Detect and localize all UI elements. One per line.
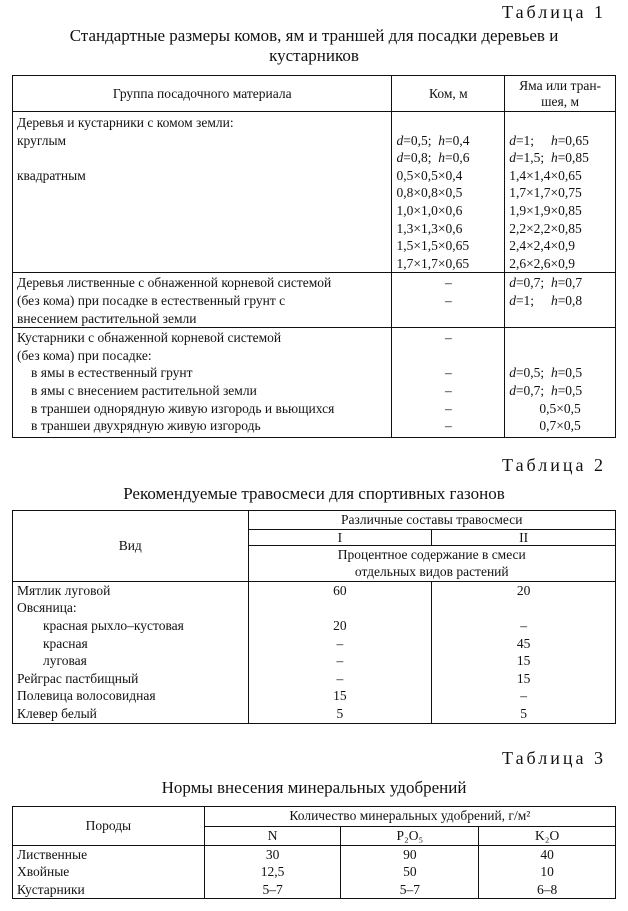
table2-header-row1 xyxy=(13,511,616,530)
table2-row xyxy=(13,687,616,705)
table3-cell-k: 40 xyxy=(479,845,616,863)
table1-sec3-kom-1: – xyxy=(444,382,452,398)
table2-header-pct-line2: отдельных видов растений xyxy=(354,564,509,580)
table2-cell-name: Овсяница: xyxy=(13,599,249,617)
table1-sec1-kom xyxy=(392,112,505,273)
table1-sec1-yama-7: 2,6×2,6×0,9 xyxy=(509,255,576,271)
table1-sec3-line1: (без кома) при посадке: xyxy=(17,347,152,363)
table1-sec3-group xyxy=(13,328,392,438)
table2-cell-col2 xyxy=(432,599,616,617)
table1-section1 xyxy=(13,112,616,273)
table2-cell-name: Клевер белый xyxy=(13,705,249,723)
table1-sec3-item2: в траншеи однорядную живую изгородь и вьющихся xyxy=(31,400,335,416)
table2-cell-name: Рейграс пастбищный xyxy=(13,670,249,688)
table2-cell-col2: 15 xyxy=(432,652,616,670)
table1-section3 xyxy=(13,328,616,438)
table1-title-line1: Стандартные размеры комов, ям и траншей для посадки деревьев и xyxy=(69,26,559,45)
table3-header-k: K₂O xyxy=(479,827,616,846)
table2-cell-col1 xyxy=(248,599,432,617)
table1-sec2-kom xyxy=(392,273,505,328)
table2-row xyxy=(13,652,616,670)
table1-header-yama-line1: Яма или тран- xyxy=(519,77,602,93)
table2-cell-name: Полевица волосовидная xyxy=(13,687,249,705)
table1-sec3-item0: в ямы в естественный грунт xyxy=(31,365,193,381)
table2-number: Таблица 2 xyxy=(502,455,606,475)
table1-sec1-group xyxy=(13,112,392,273)
table1-sec3-kom-3: – xyxy=(444,418,452,434)
table1-sec2-group xyxy=(13,273,392,328)
table2-header-vid: Вид xyxy=(13,511,249,582)
table1-sec1-kom-6: 1,5×1,5×0,65 xyxy=(396,238,470,254)
table2-cell-name: луговая xyxy=(13,652,249,670)
table3-cell-k: 10 xyxy=(479,863,616,881)
table3-header-porody: Породы xyxy=(13,807,205,846)
table1-section2 xyxy=(13,273,616,328)
table1-sec2-yama xyxy=(505,273,616,328)
table1-sec1-yama xyxy=(505,112,616,273)
table1-sec2-line2: внесением растительной земли xyxy=(17,310,197,326)
table1-sec1-kom-1: d=0,8; h=0,6 xyxy=(396,150,470,166)
table3-cell-k: 6–8 xyxy=(479,881,616,899)
table2-row xyxy=(13,635,616,653)
table1-sec1-yama-6: 2,4×2,4×0,9 xyxy=(509,238,576,254)
table1 xyxy=(12,75,616,438)
table2-row xyxy=(13,705,616,723)
table2-cell-col1: 20 xyxy=(248,617,432,635)
table1-header-group: Группа посадочного материала xyxy=(13,76,392,112)
table3-body xyxy=(13,845,616,899)
table2-cell-col1: 15 xyxy=(248,687,432,705)
table1-sec3-yama-2: 0,5×0,5 xyxy=(539,400,581,416)
table2-header-pct-line1: Процентное содержание в смеси xyxy=(337,546,526,562)
table2-row xyxy=(13,617,616,635)
table3-header-p: P₂O₅ xyxy=(341,827,479,846)
table3-row xyxy=(13,881,616,899)
table1-title xyxy=(0,26,628,66)
table2-cell-col1: 60 xyxy=(248,581,432,599)
table2-cell-col2: – xyxy=(432,617,616,635)
table3 xyxy=(12,806,616,899)
table2-cell-col2: 15 xyxy=(432,670,616,688)
table2-cell-name: Мятлик луговой xyxy=(13,581,249,599)
table2-cell-col2: 45 xyxy=(432,635,616,653)
table1-title-line2: кустарников xyxy=(269,46,359,65)
table1-sec1-yama-5: 2,2×2,2×0,85 xyxy=(509,220,582,236)
table2-cell-col1: – xyxy=(248,652,432,670)
table2-header-sostavy: Различные составы травосмеси xyxy=(248,511,615,530)
table1-sec3-yama-0: d=0,5; h=0,5 xyxy=(509,365,583,381)
table1-sec3-kom-0: – xyxy=(444,365,452,381)
table3-header-kolichestvo: Количество минеральных удобрений, г/м² xyxy=(204,807,615,827)
table1-sec2-line0: Деревья лиственные с обнаженной корневой системой xyxy=(17,275,332,291)
table2 xyxy=(12,510,616,724)
table2-header-col2: II xyxy=(432,529,616,545)
table1-number: Таблица 1 xyxy=(502,2,606,22)
table2-cell-col2: – xyxy=(432,687,616,705)
table2-title: Рекомендуемые травосмеси для спортивных газонов xyxy=(123,484,505,503)
table1-sec3-item3: в траншеи двухрядную живую изгородь xyxy=(31,418,261,434)
table1-sec1-kom-3: 0,8×0,8×0,5 xyxy=(396,185,463,201)
table1-sec1-kom-2: 0,5×0,5×0,4 xyxy=(396,167,463,183)
table1-sec3-kom xyxy=(392,328,505,438)
table1-sec1-kom-7: 1,7×1,7×0,65 xyxy=(396,255,470,271)
table1-sec1-kom-0: d=0,5; h=0,4 xyxy=(396,132,470,148)
table1-header-yama xyxy=(505,76,616,112)
table3-title: Нормы внесения минеральных удобрений xyxy=(161,778,467,797)
table3-cell-name: Кустарники xyxy=(13,881,205,899)
table1-sec3-yama-3: 0,7×0,5 xyxy=(539,418,581,434)
table1-sec2-line1: (без кома) при посадке в естественный грунт с xyxy=(17,292,286,308)
table2-cell-col1: – xyxy=(248,670,432,688)
table1-sec1-title: Деревья и кустарники с комом земли: xyxy=(17,115,234,130)
table2-cell-col2: 5 xyxy=(432,705,616,723)
table3-cell-p: 50 xyxy=(341,863,479,881)
table1-sec3-kom-head: – xyxy=(444,330,452,346)
table2-cell-col1: – xyxy=(248,635,432,653)
table3-cell-p: 90 xyxy=(341,845,479,863)
table2-cell-col2: 20 xyxy=(432,581,616,599)
table1-header-row xyxy=(13,76,616,112)
table1-sec3-item1: в ямы с внесением растительной земли xyxy=(31,382,257,398)
table1-sec1-round: круглым xyxy=(17,132,67,148)
table1-sec1-square: квадратным xyxy=(17,167,86,183)
table3-row xyxy=(13,845,616,863)
table3-row xyxy=(13,863,616,881)
table1-sec1-yama-4: 1,9×1,9×0,85 xyxy=(509,202,582,218)
table2-row xyxy=(13,581,616,599)
table1-sec1-yama-1: d=1,5; h=0,85 xyxy=(509,150,589,166)
table1-sec1-kom-5: 1,3×1,3×0,6 xyxy=(396,220,463,236)
table2-cell-col1: 5 xyxy=(248,705,432,723)
table2-cell-name: красная рыхло–кустовая xyxy=(13,617,249,635)
table3-cell-n: 12,5 xyxy=(204,863,341,881)
table3-header-row1 xyxy=(13,807,616,827)
table1-header-yama-line2: шея, м xyxy=(541,93,580,109)
table1-sec1-yama-0: d=1; h=0,65 xyxy=(509,132,589,148)
table1-sec1-yama-2: 1,4×1,4×0,65 xyxy=(509,167,582,183)
table1-sec1-yama-3: 1,7×1,7×0,75 xyxy=(509,185,582,201)
table1-sec3-yama xyxy=(505,328,616,438)
table2-row xyxy=(13,670,616,688)
table1-header-kom: Ком, м xyxy=(392,76,505,112)
table1-sec2-kom-0: – xyxy=(444,275,452,291)
table1-sec2-yama-0: d=0,7; h=0,7 xyxy=(509,275,583,291)
table3-cell-n: 5–7 xyxy=(204,881,341,899)
table2-header-pct xyxy=(248,545,615,581)
table3-cell-n: 30 xyxy=(204,845,341,863)
table2-row xyxy=(13,599,616,617)
table1-sec3-kom-2: – xyxy=(444,400,452,416)
table1-sec2-yama-1: d=1; h=0,8 xyxy=(509,292,583,308)
table1-sec3-line0: Кустарники с обнаженной корневой системой xyxy=(17,330,282,346)
table1-sec2-kom-1: – xyxy=(444,292,452,308)
table3-cell-p: 5–7 xyxy=(341,881,479,899)
table3-cell-name: Лиственные xyxy=(13,845,205,863)
table2-header-col1: I xyxy=(248,529,432,545)
table3-cell-name: Хвойные xyxy=(13,863,205,881)
table3-header-n: N xyxy=(204,827,341,846)
table2-cell-name: красная xyxy=(13,635,249,653)
table2-body xyxy=(13,581,616,723)
table1-sec3-yama-1: d=0,7; h=0,5 xyxy=(509,382,583,398)
table3-number: Таблица 3 xyxy=(502,748,606,768)
table1-sec1-kom-4: 1,0×1,0×0,6 xyxy=(396,202,463,218)
